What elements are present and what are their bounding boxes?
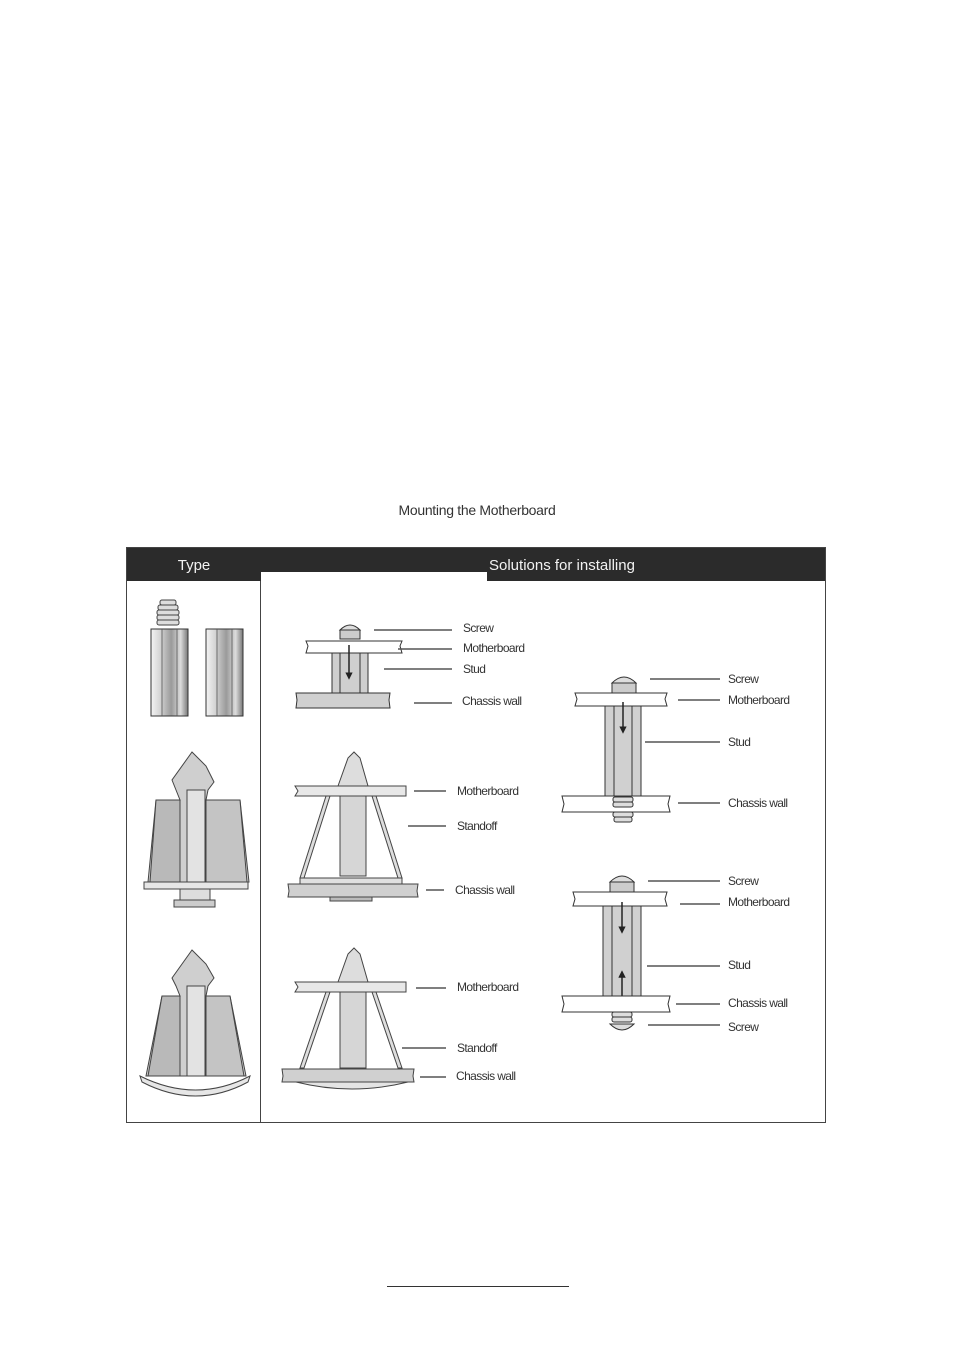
- label-chassis-wall: Chassis wall: [728, 996, 788, 1010]
- label-standoff: Standoff: [457, 1041, 497, 1055]
- diagram-standoff-curved: [282, 948, 446, 1089]
- curved-standoff-type-icon: [140, 950, 250, 1096]
- label-motherboard: Motherboard: [457, 784, 519, 798]
- diagram-long-stud: [562, 677, 720, 822]
- type-header: Type: [177, 557, 211, 574]
- label-chassis-wall: Chassis wall: [456, 1069, 516, 1083]
- label-chassis-wall: Chassis wall: [462, 694, 522, 708]
- label-stud: Stud: [463, 662, 486, 676]
- label-screw: Screw: [463, 621, 494, 635]
- label-stud: Stud: [728, 735, 751, 749]
- label-screw: Screw: [728, 672, 759, 686]
- footer-rule: [387, 1286, 569, 1287]
- solutions-header: Solutions for installing: [489, 557, 635, 574]
- label-stud: Stud: [728, 958, 751, 972]
- stud-type-icon: [151, 600, 243, 716]
- label-chassis-wall: Chassis wall: [455, 883, 515, 897]
- standoff-type-icon: [144, 752, 249, 907]
- label-screw: Screw: [728, 1020, 759, 1034]
- label-motherboard: Motherboard: [457, 980, 519, 994]
- label-standoff: Standoff: [457, 819, 497, 833]
- label-screw: Screw: [728, 874, 759, 888]
- diagram-standoff-flat: [288, 752, 446, 901]
- diagram-double-screw-stud: [562, 876, 720, 1030]
- label-motherboard: Motherboard: [728, 693, 790, 707]
- diagram-stud-screw: [296, 625, 452, 708]
- figure-title: Mounting the Motherboard: [398, 502, 556, 518]
- label-chassis-wall: Chassis wall: [728, 796, 788, 810]
- label-motherboard: Motherboard: [463, 641, 525, 655]
- label-motherboard: Motherboard: [728, 895, 790, 909]
